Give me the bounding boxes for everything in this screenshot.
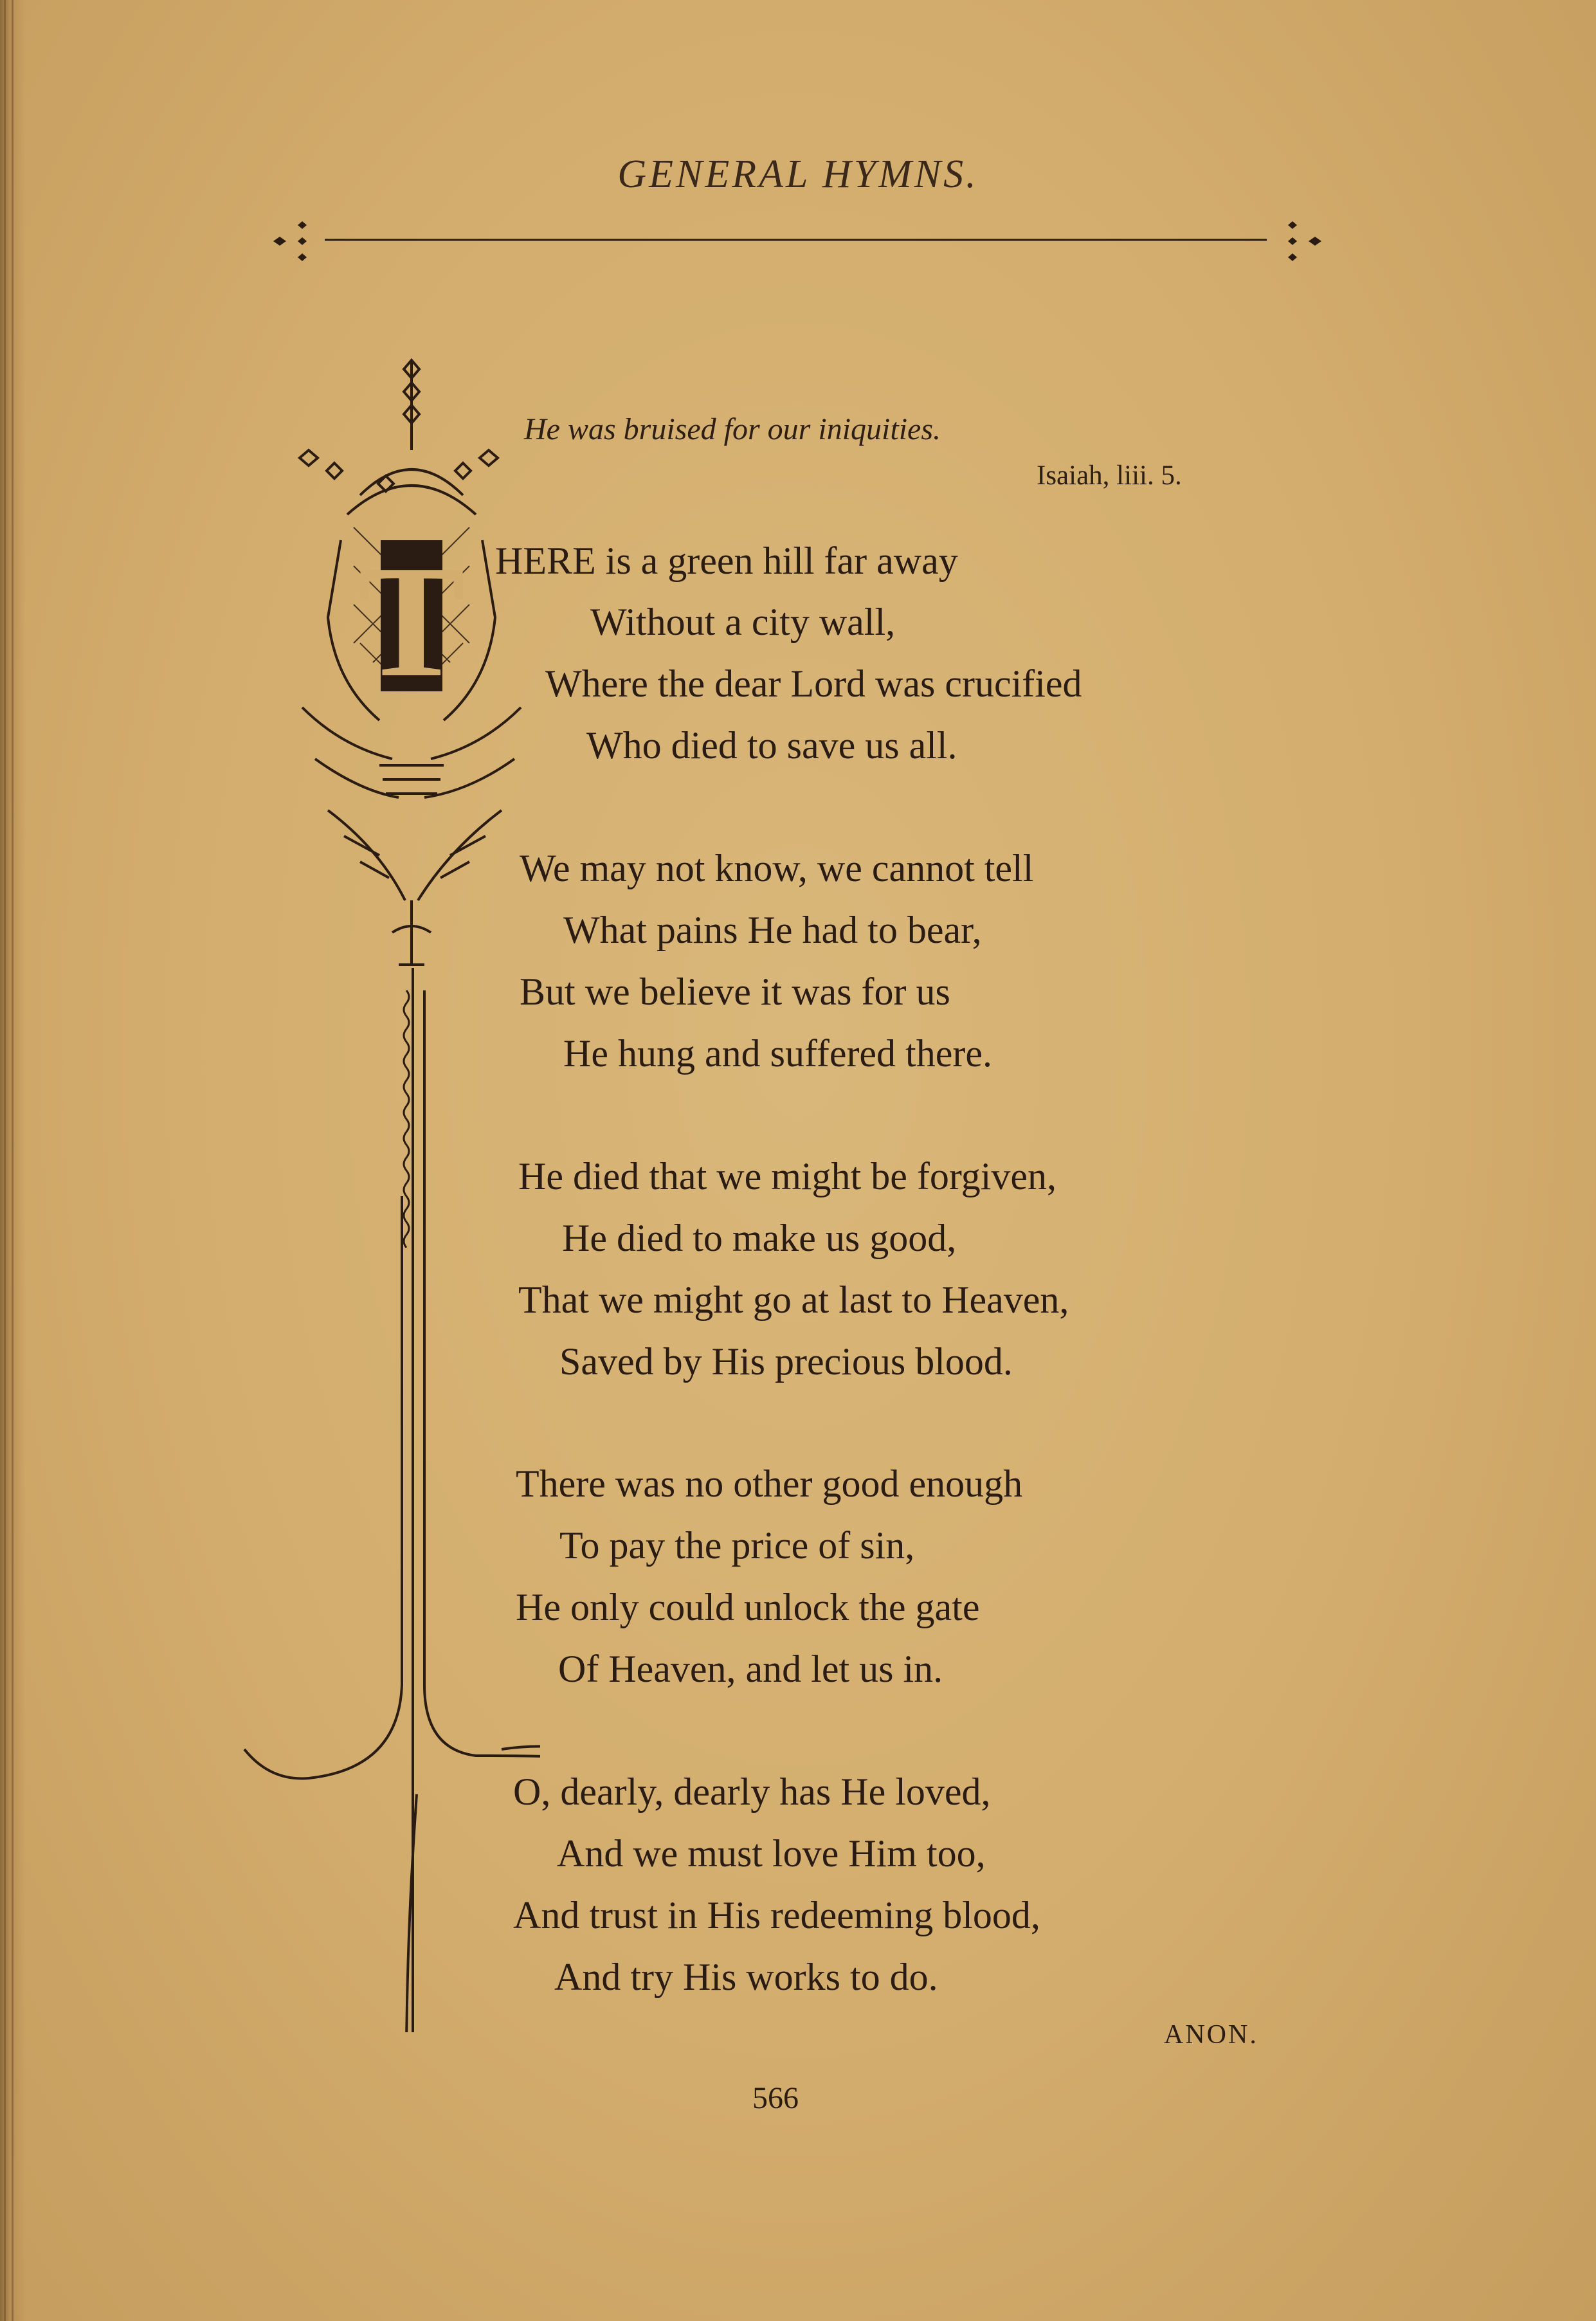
header-rule-ornament [264,219,1331,264]
verse-line: HERE is a green hill far away [495,540,958,582]
verse-line: He only could unlock the gate [516,1586,980,1628]
verse-line: Where the dear Lord was crucified [545,662,1082,705]
verse-line: He hung and suffered there. [563,1032,992,1075]
verse-line: O, dearly, dearly has He loved, [513,1770,991,1813]
verse-line: We may not know, we cannot tell [520,847,1034,889]
epigraph: He was bruised for our iniquities. [524,412,941,446]
verse-line: And trust in His redeeming blood, [513,1894,1040,1936]
verse-line: Who died to save us all. [586,724,957,767]
verse-line: Without a city wall, [590,601,896,643]
verse-line: To pay the price of sin, [559,1524,915,1567]
running-head: GENERAL HYMNS. [617,152,979,196]
verse-line: Saved by His precious blood. [559,1340,1013,1383]
spine-edge-line [12,0,14,2321]
verse-line: And try His works to do. [554,1956,938,1998]
scripture-citation: Isaiah, liii. 5. [1037,460,1182,491]
verse-line: Of Heaven, and let us in. [558,1648,943,1690]
verse-line: He died that we might be forgiven, [518,1155,1057,1197]
verse-line: What pains He had to bear, [563,909,982,951]
verse-line: But we believe it was for us [520,970,950,1013]
verse-line: That we might go at last to Heaven, [518,1279,1069,1321]
verse-line: He died to make us good, [562,1217,957,1259]
verse-line: There was no other good enough [516,1462,1023,1505]
drop-cap-letter: T [358,532,466,711]
verse-line: And we must love Him too, [557,1832,986,1875]
page-number: 566 [752,2081,799,2115]
spine-edge-line [4,0,6,2321]
author-attribution: ANON. [1164,2020,1258,2050]
drop-cap-ornament [231,347,540,2032]
